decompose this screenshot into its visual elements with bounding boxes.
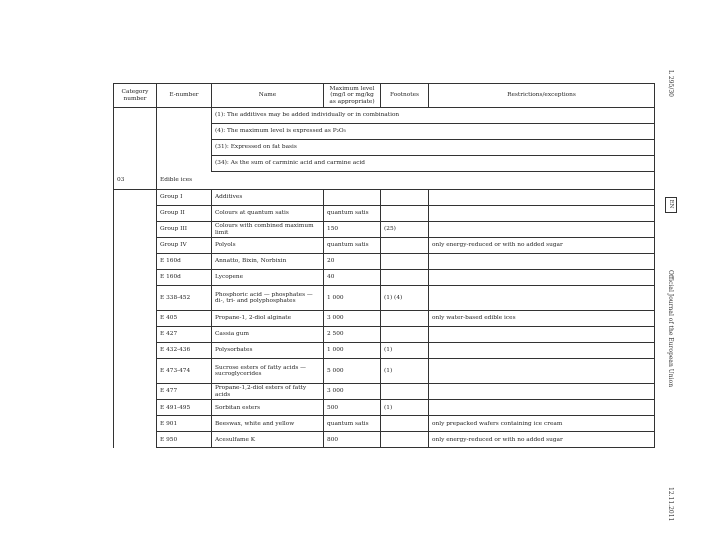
table-row [114,190,655,206]
table-row [114,206,655,222]
maximum-level-cell: 20 [324,254,381,270]
restriction-cell: only water-based edible ices [429,311,655,327]
note-text: (31): Expressed on fat basis [212,140,655,156]
category-row [114,172,655,190]
note-row [114,140,655,156]
name-cell: Annatto, Bixin, Norbixin [212,254,324,270]
footnote-cell [381,416,429,432]
e-number-cell: E 405 [157,311,212,327]
header-footnotes: Footnotes [381,84,429,108]
footnote-cell [381,327,429,343]
publication-date: 12.11.2011 [667,487,674,522]
note-row [114,124,655,140]
name-cell: Colours at quantum satis [212,206,324,222]
header-restrictions: Restrictions/exceptions [429,84,655,108]
maximum-level-cell: quantum satis [324,238,381,254]
restriction-cell [429,190,655,206]
maximum-level-cell: quantum satis [324,416,381,432]
maximum-level-cell: quantum satis [324,206,381,222]
maximum-level-cell: 40 [324,270,381,286]
e-number-cell: Group III [157,222,212,238]
table-row [114,311,655,327]
name-cell: Acesulfame K [212,432,324,448]
footnote-cell [381,238,429,254]
e-number-cell: E 160d [157,270,212,286]
category-number: 03 [114,172,157,190]
footnote-cell [381,432,429,448]
footnote-cell [381,270,429,286]
name-cell: Propane-1,2-diol esters of fatty acids [212,384,324,400]
name-cell: Lycopene [212,270,324,286]
name-cell: Polysorbates [212,343,324,359]
e-number-cell: E 477 [157,384,212,400]
restriction-cell: only prepacked wafers containing ice cream [429,416,655,432]
note-row [114,108,655,124]
name-cell: Cassia gum [212,327,324,343]
e-number-cell: E 427 [157,327,212,343]
table-row [114,432,655,448]
footnote-cell: (1) [381,400,429,416]
restriction-cell [429,206,655,222]
table-row [114,359,655,384]
e-number-cell: E 901 [157,416,212,432]
table-header-row [114,84,655,108]
header-maximum-level: Maximum level (mg/l or mg/kg as appropriate) [324,84,381,108]
footnote-cell [381,311,429,327]
maximum-level-cell [324,190,381,206]
e-number-cell: E 491-495 [157,400,212,416]
maximum-level-cell: 1 000 [324,286,381,311]
restriction-cell [429,222,655,238]
table-row [114,286,655,311]
table-row [114,343,655,359]
name-cell: Colours with combined maximum limit [212,222,324,238]
e-number-cell: Group II [157,206,212,222]
restriction-cell [429,343,655,359]
table-row [114,400,655,416]
note-text: (4): The maximum level is expressed as P₂O₅ [212,124,655,140]
restriction-cell [429,327,655,343]
e-number-cell: E 473-474 [157,359,212,384]
table-row [114,238,655,254]
journal-title: Official Journal of the European Union [667,270,674,388]
restriction-cell [429,359,655,384]
language-box [665,197,677,213]
footnote-cell: (1) [381,343,429,359]
footnote-cell: (1) [381,359,429,384]
name-cell: Beeswax, white and yellow [212,416,324,432]
header-name: Name [212,84,324,108]
e-number-cell: E 432-436 [157,343,212,359]
restriction-cell: only energy-reduced or with no added sugar [429,432,655,448]
footnote-cell [381,190,429,206]
e-number-cell: Group I [157,190,212,206]
header-e-number: E-number [157,84,212,108]
name-cell: Sorbitan esters [212,400,324,416]
maximum-level-cell: 1 000 [324,343,381,359]
category-name: Edible ices [157,172,655,190]
table-row [114,416,655,432]
name-cell: Propane-1, 2-diol alginate [212,311,324,327]
table-row [114,222,655,238]
page-reference: L 295/30 [667,70,674,97]
maximum-level-cell: 5 000 [324,359,381,384]
additives-table [113,83,655,448]
footnote-cell [381,206,429,222]
e-number-cell: E 338-452 [157,286,212,311]
maximum-level-cell: 3 000 [324,311,381,327]
maximum-level-cell: 2 500 [324,327,381,343]
language-code: EN [668,199,674,209]
page-sidebar [660,62,680,522]
restriction-cell [429,286,655,311]
restriction-cell: only energy-reduced or with no added sugar [429,238,655,254]
table-row [114,384,655,400]
footnote-cell: (25) [381,222,429,238]
restriction-cell [429,254,655,270]
name-cell: Sucrose esters of fatty acids — sucroglycerides [212,359,324,384]
footnote-cell [381,254,429,270]
maximum-level-cell: 150 [324,222,381,238]
note-text: (34): As the sum of carminic acid and carmine acid [212,156,655,172]
maximum-level-cell: 3 000 [324,384,381,400]
name-cell: Polyols [212,238,324,254]
footnote-cell: (1) (4) [381,286,429,311]
maximum-level-cell: 800 [324,432,381,448]
note-text: (1): The additives may be added individually or in combination [212,108,655,124]
header-category-number: Category number [114,84,157,108]
e-number-cell: Group IV [157,238,212,254]
e-number-cell: E 160d [157,254,212,270]
restriction-cell [429,400,655,416]
e-number-cell: E 950 [157,432,212,448]
footnote-cell [381,384,429,400]
maximum-level-cell: 500 [324,400,381,416]
restriction-cell [429,270,655,286]
table-row [114,270,655,286]
table-row [114,254,655,270]
name-cell: Phosphoric acid — phosphates — di-, tri- and polyphosphates [212,286,324,311]
note-row [114,156,655,172]
restriction-cell [429,384,655,400]
name-cell: Additives [212,190,324,206]
table-row [114,327,655,343]
